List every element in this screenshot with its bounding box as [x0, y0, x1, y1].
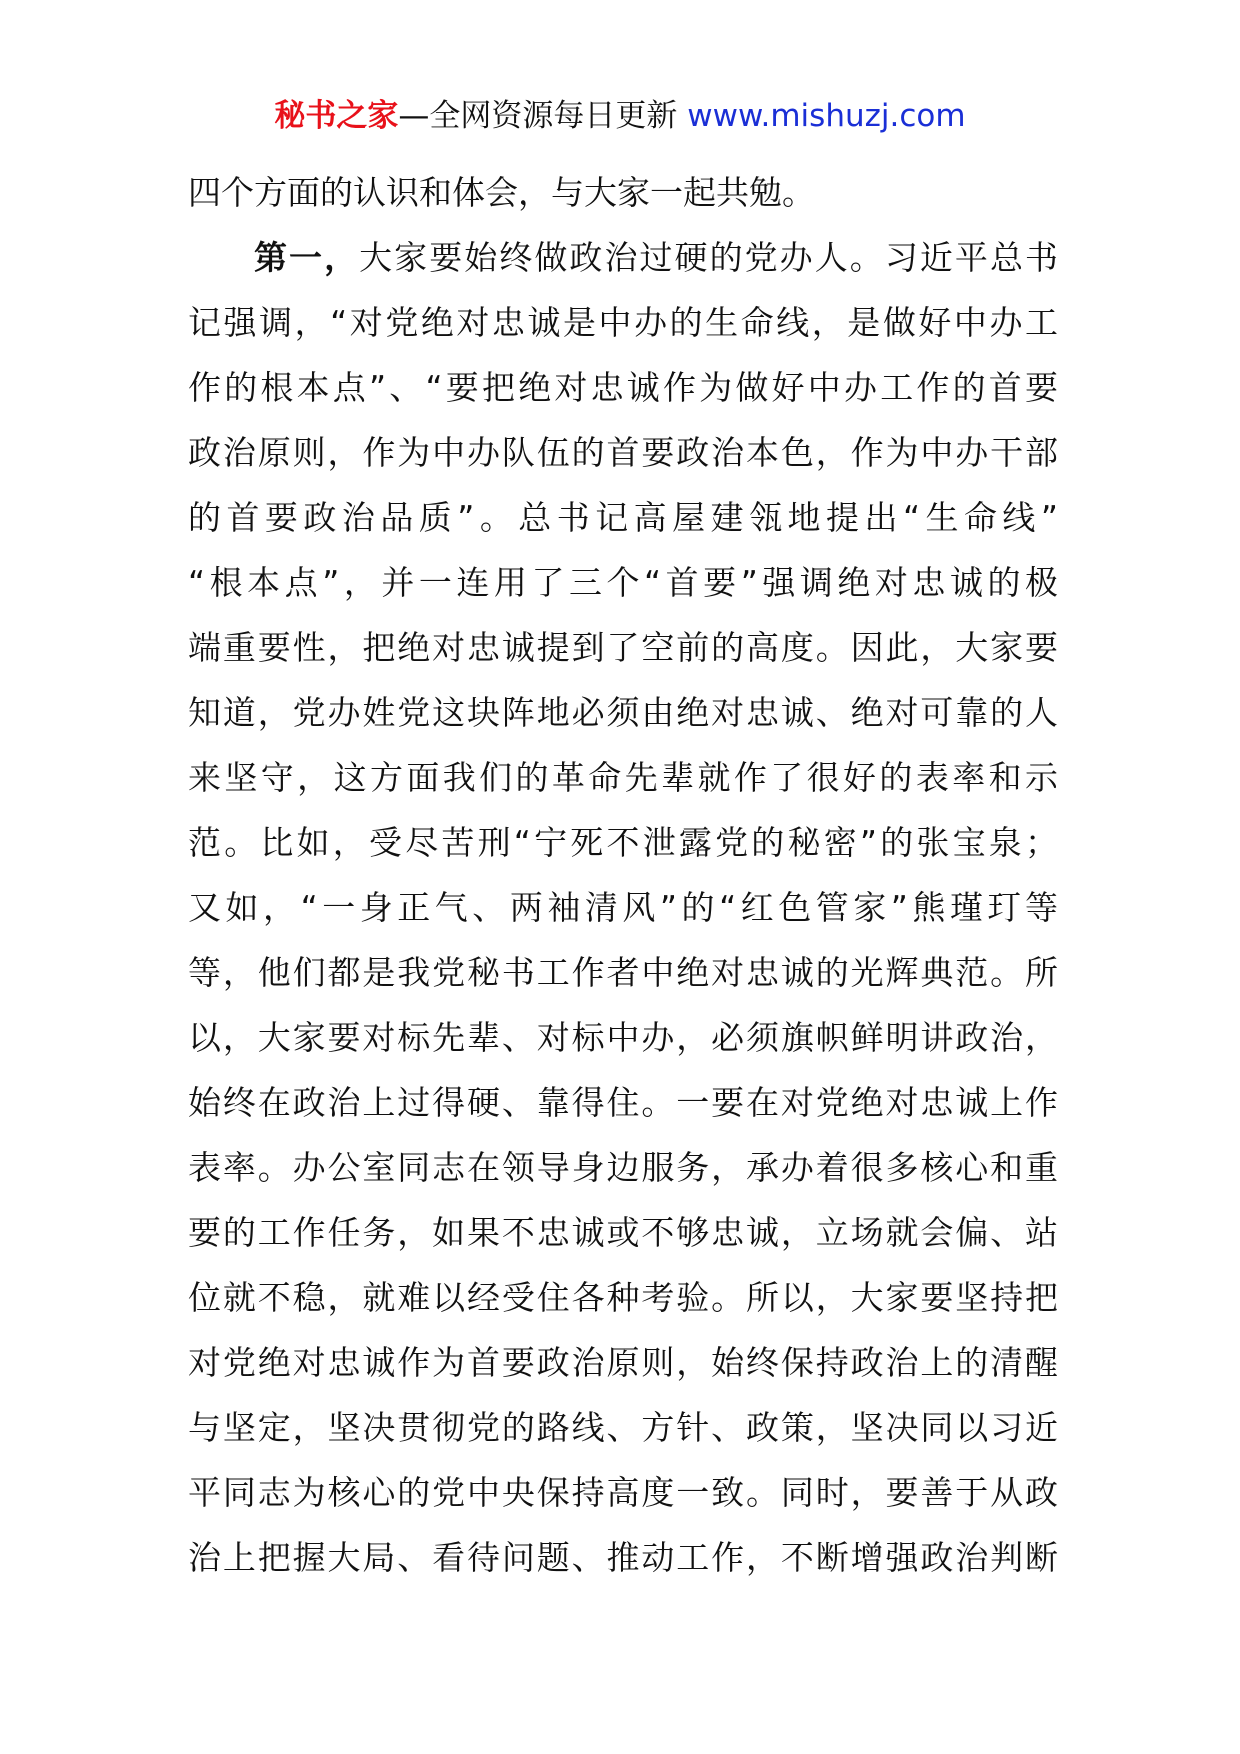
site-header: [0, 96, 1240, 136]
text-line: 位就不稳，就难以经受住各种考验。所以，大家要坚持把: [188, 1278, 1058, 1317]
paragraph-first-line: [188, 225, 1058, 290]
text-line: 要的工作任务，如果不忠诚或不够忠诚，立场就会偏、站: [188, 1213, 1058, 1252]
text-line: 以，大家要对标先辈、对标中办，必须旗帜鲜明讲政治，: [188, 1018, 1058, 1057]
text-line: 来坚守，这方面我们的革命先辈就作了很好的表率和示: [188, 758, 1058, 797]
text-line: 又如，“一身正气、两袖清风”的“红色管家”熊瑾玎等: [188, 888, 1058, 927]
text-line: 表率。办公室同志在领导身边服务，承办着很多核心和重: [188, 1148, 1058, 1187]
text-line: 记强调，“对党绝对忠诚是中办的生命线，是做好中办工: [188, 303, 1058, 342]
text-line: 等，他们都是我党秘书工作者中绝对忠诚的光辉典范。所: [188, 953, 1058, 992]
text-line: 平同志为核心的党中央保持高度一致。同时，要善于从政: [188, 1473, 1058, 1512]
text-line: 对党绝对忠诚作为首要政治原则，始终保持政治上的清醒: [188, 1343, 1058, 1382]
text-line: 的首要政治品质”。总书记高屋建瓴地提出“生命线”: [188, 498, 1058, 537]
text-line: 范。比如，受尽苦刑“宁死不泄露党的秘密”的张宝泉；: [188, 823, 1058, 862]
text-line: 端重要性，把绝对忠诚提到了空前的高度。因此，大家要: [188, 628, 1058, 667]
text-line: 作的根本点”、“要把绝对忠诚作为做好中办工作的首要: [188, 368, 1058, 407]
text-line: “根本点”，并一连用了三个“首要”强调绝对忠诚的极: [188, 563, 1058, 602]
text-line: 与坚定，坚决贯彻党的路线、方针、政策，坚决同以习近: [188, 1408, 1058, 1447]
text-line: 知道，党办姓党这块阵地必须由绝对忠诚、绝对可靠的人: [188, 693, 1058, 732]
text-line: 政治原则，作为中办队伍的首要政治本色，作为中办干部: [188, 433, 1058, 472]
document-body: [188, 160, 1058, 1590]
text-line: 大家要始终做政治过硬的党办人。习近平总书: [359, 238, 1059, 277]
brand-name: 秘书之家: [274, 98, 399, 134]
site-url-link[interactable]: www.mishuzj.com: [687, 98, 966, 134]
header-tagline: —全网资源每日更新: [398, 98, 678, 134]
section-lead-label: 第一，: [254, 238, 360, 277]
text-line: 治上把握大局、看待问题、推动工作，不断增强政治判断: [188, 1538, 1058, 1577]
text-line: 四个方面的认识和体会，与大家一起共勉。: [188, 173, 815, 212]
text-line: 始终在政治上过得硬、靠得住。一要在对党绝对忠诚上作: [188, 1083, 1058, 1122]
